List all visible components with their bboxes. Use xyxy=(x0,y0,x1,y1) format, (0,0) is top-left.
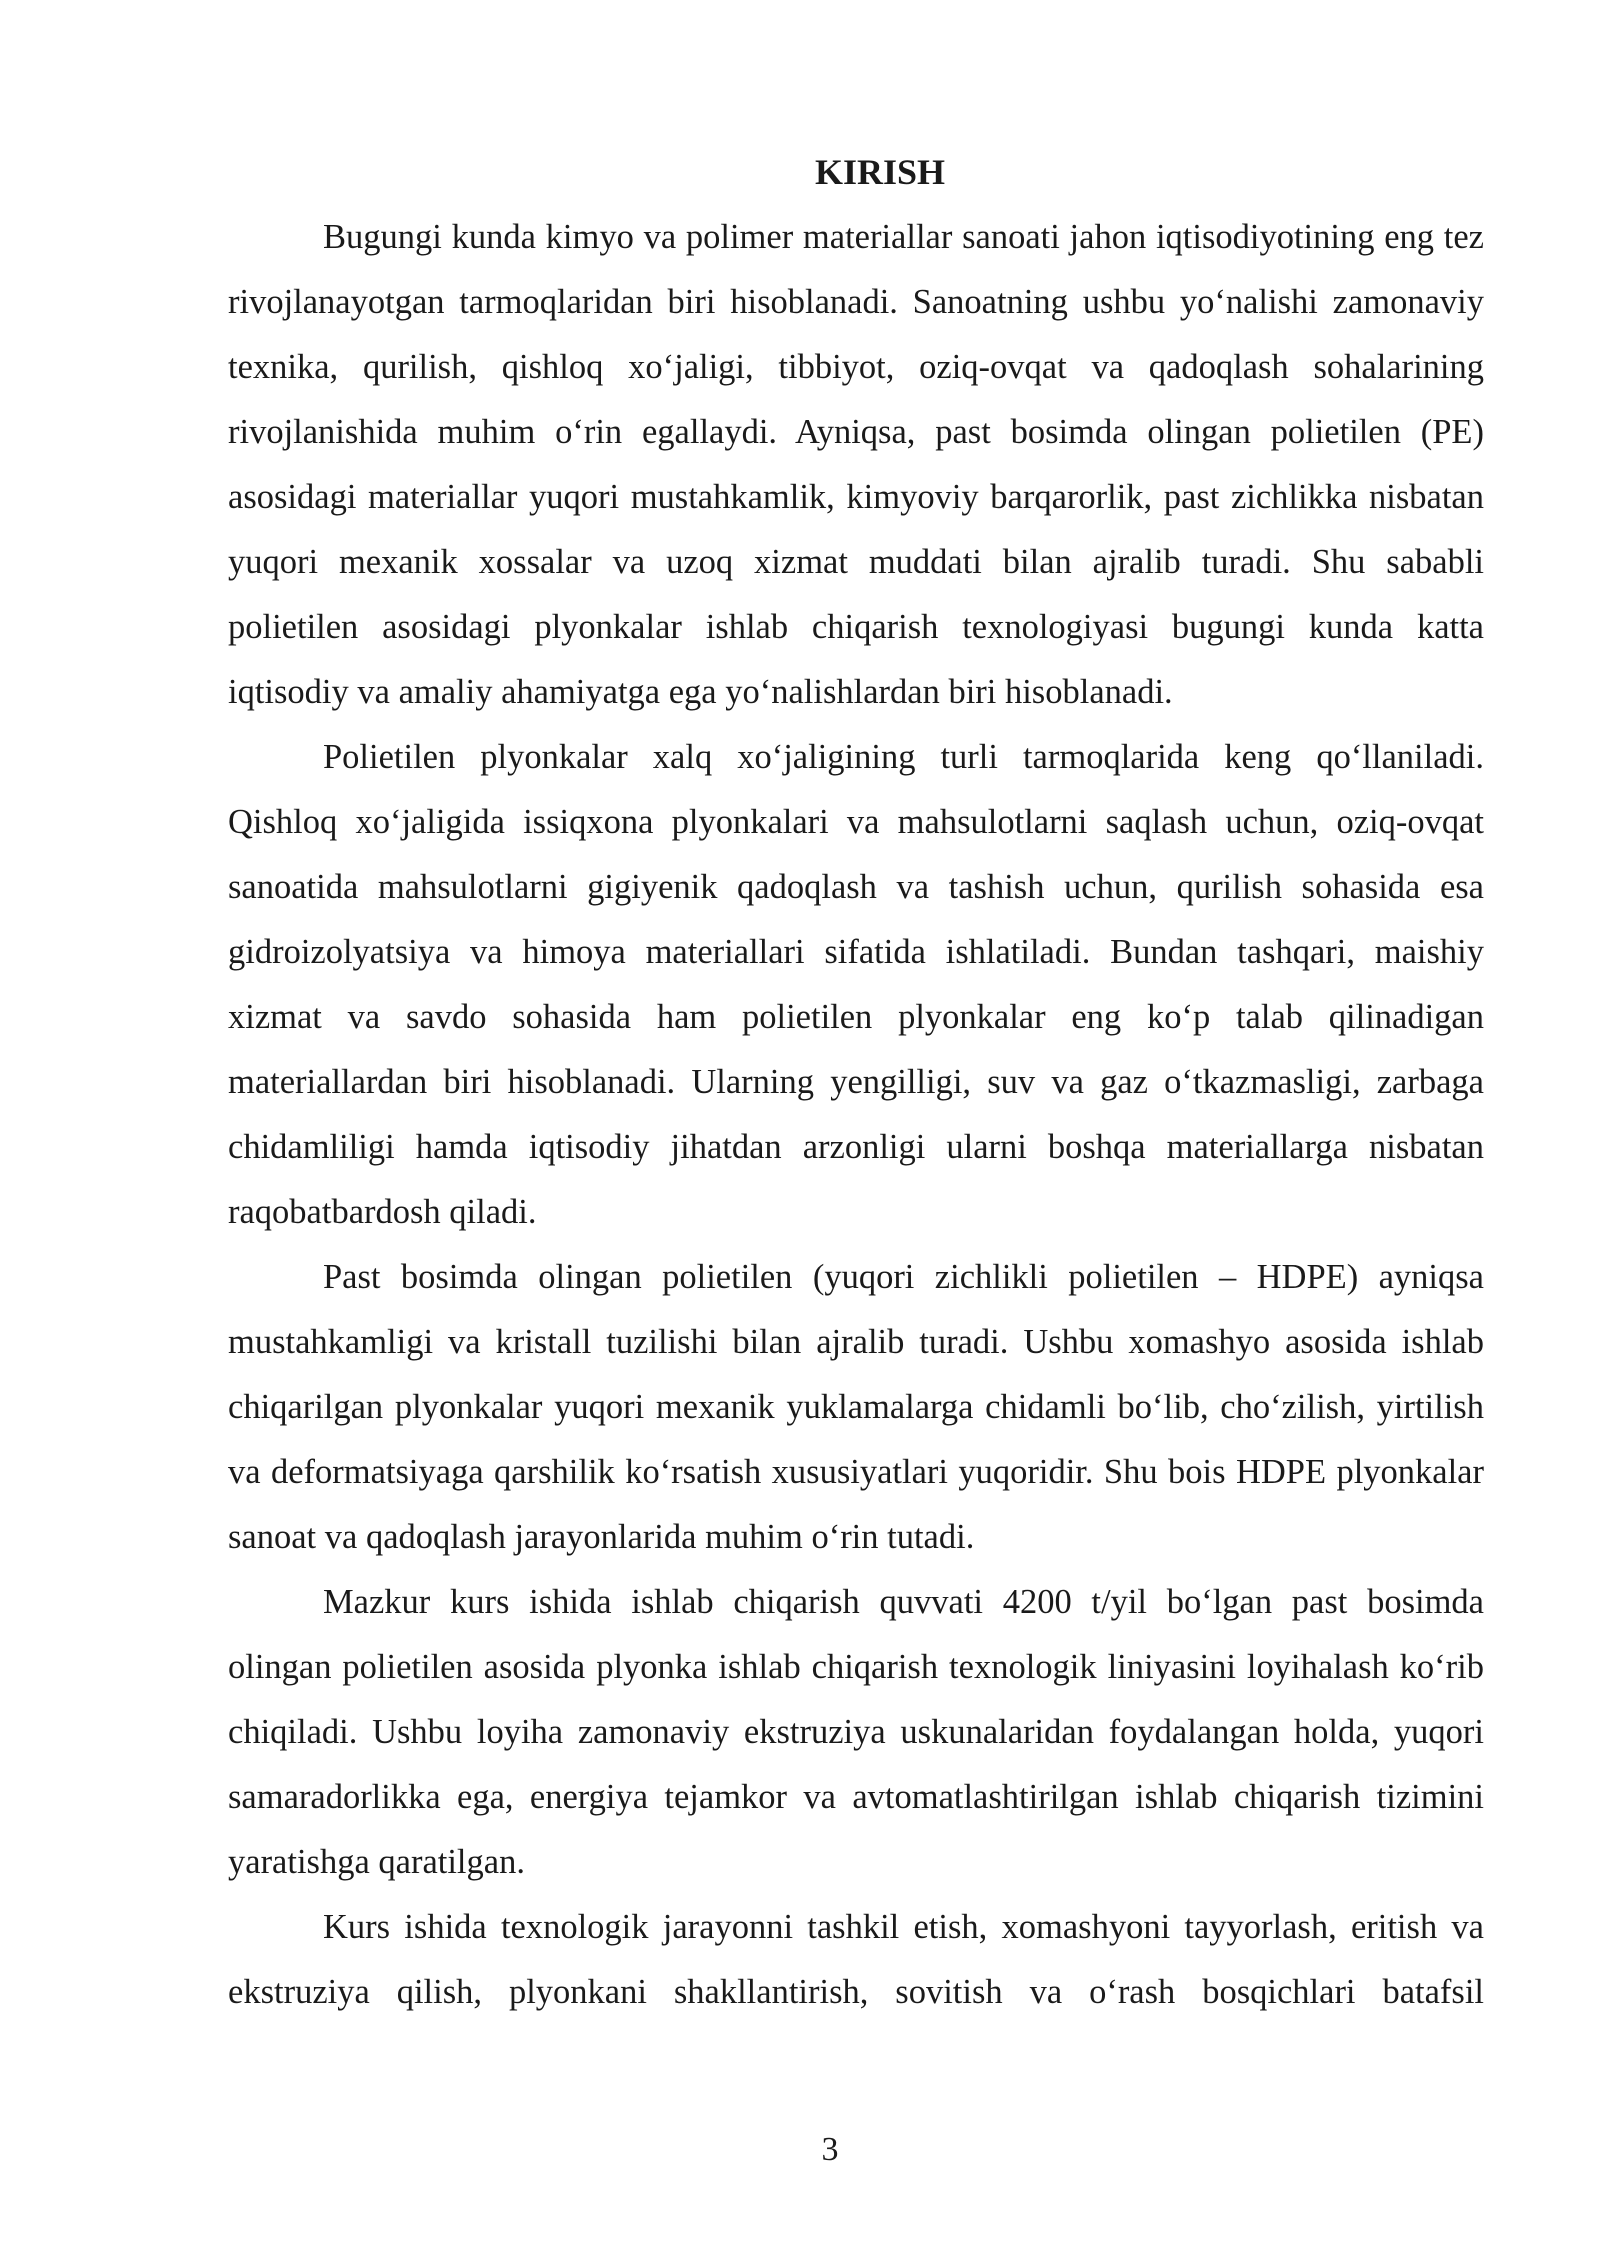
document-page xyxy=(228,140,1484,2025)
paragraph-1: Bugungi kunda kimyo va polimer materiallar sanoati jahon iqtisodiyotining eng tez rivojlanayotgan tarmoqlaridan biri hisoblanadi. Sanoatning ushbu yo‘nalishi zamonaviy texnika, qurilish, qishloq xo‘jaligi, tibbiyot, oziq-ovqat va qadoqlash sohalarining rivojlanishida muhim o‘rin egallaydi. Ayniqsa, past bosimda olingan polietilen (PE) asosidagi materiallar yuqori mustahkamlik, kimyoviy barqarorlik, past zichlikka nisbatan yuqori mexanik xossalar va uzoq xizmat muddati bilan ajralib turadi. Shu sababli polietilen asosidagi plyonkalar ishlab chiqarish texnologiyasi bugungi kunda katta iqtisodiy va amaliy ahamiyatga ega yo‘nalishlardan biri hisoblanadi. xyxy=(228,218,1484,711)
paragraph-2: Polietilen plyonkalar xalq xo‘jaligining turli tarmoqlarida keng qo‘llaniladi. Qishloq xo‘jaligida issiqxona plyonkalari va mahsulotlarni saqlash uchun, oziq-ovqat sanoatida mahsulotlarni gigiyenik qadoqlash va tashish uchun, qurilish sohasida esa gidroizolyatsiya va himoya materiallari sifatida ishlatiladi. Bundan tashqari, maishiy xizmat va savdo sohasida ham polietilen plyonkalar eng ko‘p talab qilinadigan materiallardan biri hisoblanadi. Ularning yengilligi, suv va gaz o‘tkazmasligi, zarbaga chidamliligi hamda iqtisodiy jihatdan arzonligi ularni boshqa materiallarga nisbatan raqobatbardosh qiladi. xyxy=(228,738,1484,1231)
paragraph-5: Kurs ishida texnologik jarayonni tashkil etish, xomashyoni tayyorlash, eritish va ekstruziya qilish, plyonkani shakllantirish, sovitish va o‘rash bosqichlari batafsil xyxy=(228,1908,1484,2011)
section-heading: KIRISH xyxy=(814,152,946,192)
page-number: 3 xyxy=(821,2131,839,2168)
paragraph-4: Mazkur kurs ishida ishlab chiqarish quvvati 4200 t/yil bo‘lgan past bosimda olingan polietilen asosida plyonka ishlab chiqarish texnologik liniyasini loyihalash ko‘rib chiqiladi. Ushbu loyiha zamonaviy ekstruziya uskunalaridan foydalangan holda, yuqori samaradorlikka ega, energiya tejamkor va avtomatlashtirilgan ishlab chiqarish tizimini yaratishga qaratilgan. xyxy=(228,1583,1484,1881)
paragraph-3: Past bosimda olingan polietilen (yuqori zichlikli polietilen – HDPE) ayniqsa mustahkamligi va kristall tuzilishi bilan ajralib turadi. Ushbu xomashyo asosida ishlab chiqarilgan plyonkalar yuqori mexanik yuklamalarga chidamli bo‘lib, cho‘zilish, yirtilish va deformatsiyaga qarshilik ko‘rsatish xususiyatlari yuqoridir. Shu bois HDPE plyonkalar sanoat va qadoqlash jarayonlarida muhim o‘rin tutadi. xyxy=(228,1258,1484,1556)
